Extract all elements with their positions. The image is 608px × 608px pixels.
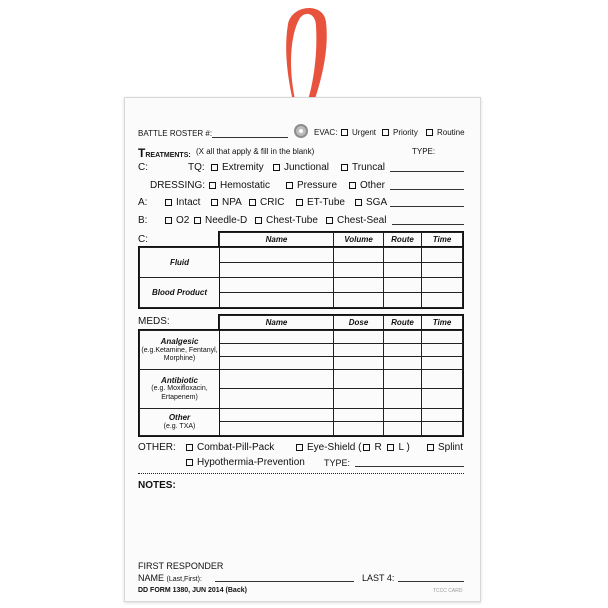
notes-label: NOTES: — [138, 480, 176, 491]
treatments-title: TREATMENTS: — [138, 146, 191, 160]
meds-header-time: Time — [422, 316, 463, 330]
other-type-field[interactable] — [355, 466, 464, 467]
evac-label: EVAC: — [314, 128, 338, 137]
breathing-needle-d-option[interactable]: Needle-D — [194, 216, 247, 226]
checkbox[interactable] — [363, 444, 370, 451]
tq-label: TQ: — [188, 162, 205, 173]
checkbox[interactable] — [165, 199, 172, 206]
evac-routine-option[interactable]: Routine — [426, 129, 465, 137]
a-row-label: A: — [138, 197, 148, 208]
circulation-label: C: — [138, 234, 148, 245]
breathing-chest-seal-option[interactable]: Chest-Seal — [326, 216, 386, 226]
meds-table — [138, 329, 464, 437]
airway-et-tube-option[interactable]: ET-Tube — [296, 198, 345, 208]
checkbox[interactable] — [387, 444, 394, 451]
form-id: DD FORM 1380, JUN 2014 (Back) — [138, 587, 247, 594]
fluids-header-time: Time — [422, 233, 463, 247]
checkbox[interactable] — [296, 444, 303, 451]
checkbox[interactable] — [427, 444, 434, 451]
antibiotic-row-label: Antibiotic (e.g. Moxifloxacin, Ertapenem) — [140, 369, 220, 408]
checkbox[interactable] — [296, 199, 303, 206]
table-row — [140, 331, 463, 344]
checkbox[interactable] — [186, 459, 193, 466]
tq-truncal-option[interactable]: Truncal — [341, 163, 385, 173]
battle-roster-label: BATTLE ROSTER #: — [138, 129, 213, 138]
meds-header-route: Route — [384, 316, 422, 330]
fluids-header-row — [218, 231, 464, 247]
c-row-label: C: — [138, 162, 148, 173]
checkbox[interactable] — [209, 182, 216, 189]
table-row — [140, 278, 463, 293]
checkbox[interactable] — [341, 129, 348, 136]
notes-area[interactable] — [138, 495, 464, 557]
meds-header-name: Name — [220, 316, 334, 330]
table-row — [140, 369, 463, 388]
fluid-name-cell[interactable] — [220, 248, 334, 263]
grommet-hole — [294, 124, 308, 138]
tq-other-field[interactable] — [390, 171, 464, 172]
checkbox[interactable] — [355, 199, 362, 206]
checkbox[interactable] — [382, 129, 389, 136]
meds-label: MEDS: — [138, 316, 170, 327]
other-label: OTHER: — [138, 442, 176, 453]
fluids-table — [138, 246, 464, 309]
treatments-instruction: (X all that apply & fill in the blank) — [196, 147, 315, 156]
checkbox[interactable] — [186, 444, 193, 451]
tq-extremity-option[interactable]: Extremity — [211, 163, 264, 173]
checkbox[interactable] — [211, 199, 218, 206]
b-row-label: B: — [138, 215, 148, 226]
checkbox[interactable] — [341, 164, 348, 171]
dotted-divider — [138, 473, 464, 474]
blood-name-cell[interactable] — [220, 278, 334, 293]
checkbox[interactable] — [255, 217, 262, 224]
blood-product-row-label: Blood Product — [140, 278, 220, 308]
airway-cric-option[interactable]: CRIC — [249, 198, 284, 208]
responder-name-field[interactable] — [215, 581, 354, 582]
battle-roster-field[interactable] — [212, 137, 288, 138]
eye-shield-option[interactable]: Eye-Shield ( R L ) — [296, 443, 410, 453]
hypothermia-prevention-option[interactable]: Hypothermia-Prevention — [186, 458, 305, 468]
fluids-header-route: Route — [384, 233, 422, 247]
other-type-label: TYPE: — [324, 458, 351, 468]
checkbox[interactable] — [249, 199, 256, 206]
tq-junctional-option[interactable]: Junctional — [273, 163, 329, 173]
checkbox[interactable] — [165, 217, 172, 224]
breathing-o2-option[interactable]: O2 — [165, 216, 189, 226]
treatments-type-label: TYPE: — [412, 147, 436, 156]
breathing-chest-tube-option[interactable]: Chest-Tube — [255, 216, 318, 226]
checkbox[interactable] — [194, 217, 201, 224]
fluids-header-name: Name — [220, 233, 334, 247]
breathing-other-field[interactable] — [392, 224, 464, 225]
last4-field[interactable] — [398, 581, 464, 582]
airway-sga-option[interactable]: SGA — [355, 198, 387, 208]
name-label: NAME (Last,First): — [138, 573, 202, 583]
checkbox[interactable] — [273, 164, 280, 171]
checkbox[interactable] — [349, 182, 356, 189]
table-row — [140, 408, 463, 422]
combat-pill-pack-option[interactable]: Combat-Pill-Pack — [186, 443, 274, 453]
checkbox[interactable] — [286, 182, 293, 189]
dressing-label: DRESSING: — [150, 180, 206, 191]
table-row — [140, 248, 463, 263]
fluids-header-volume: Volume — [334, 233, 384, 247]
meds-header-dose: Dose — [334, 316, 384, 330]
dressing-hemostatic-option[interactable]: Hemostatic — [209, 181, 270, 191]
fluid-row-label: Fluid — [140, 248, 220, 278]
meds-header-row — [218, 314, 464, 330]
airway-other-field[interactable] — [390, 206, 464, 207]
tccc-card-mark: TCCC CARD — [433, 588, 463, 594]
other-med-row-label: Other (e.g. TXA) — [140, 408, 220, 435]
dressing-other-option[interactable]: Other — [349, 181, 385, 191]
first-responder-label: FIRST RESPONDER — [138, 561, 224, 571]
checkbox[interactable] — [426, 129, 433, 136]
dressing-other-field[interactable] — [390, 189, 464, 190]
checkbox[interactable] — [326, 217, 333, 224]
splint-option[interactable]: Splint — [427, 443, 463, 453]
analgesic-row-label: Analgesic (e.g.Ketamine, Fentanyl, Morphine) — [140, 331, 220, 370]
dressing-pressure-option[interactable]: Pressure — [286, 181, 337, 191]
evac-urgent-option[interactable]: Urgent — [341, 129, 376, 137]
last4-label: LAST 4: — [362, 573, 395, 583]
checkbox[interactable] — [211, 164, 218, 171]
evac-priority-option[interactable]: Priority — [382, 129, 418, 137]
airway-npa-option[interactable]: NPA — [211, 198, 242, 208]
airway-intact-option[interactable]: Intact — [165, 198, 200, 208]
